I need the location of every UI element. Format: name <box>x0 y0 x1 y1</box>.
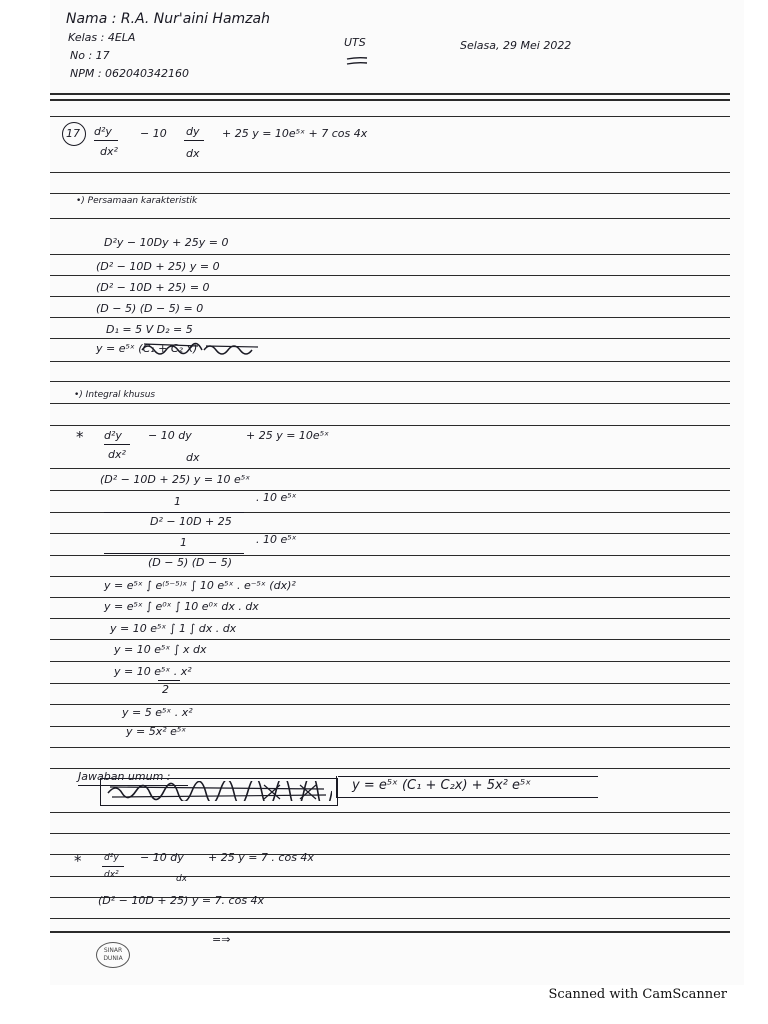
eq-dx2: dx² <box>108 448 126 461</box>
notebook-rule <box>50 218 730 219</box>
implies-arrow: =⇒ <box>212 933 231 946</box>
notebook-rule <box>50 254 730 255</box>
answer-box-top <box>338 776 598 777</box>
frac1-numerator: 1 <box>174 495 181 508</box>
notebook-rule <box>50 683 730 684</box>
eq-rhs: + 25 y = 7 . cos 4x <box>208 851 314 864</box>
equation-line: (D − 5) (D − 5) = 0 <box>96 302 204 315</box>
problem-dx2: dx² <box>100 145 118 158</box>
solution-step: y = 5x² e⁵ˣ <box>126 725 187 738</box>
notebook-rule <box>50 296 730 297</box>
general-answer-label: Jawaban umum : <box>78 770 171 783</box>
equation-line: D₁ = 5 V D₂ = 5 <box>106 323 193 336</box>
section-title: •) Integral khusus <box>74 390 156 400</box>
notebook-page <box>50 0 744 985</box>
problem-number: 17 <box>66 127 80 140</box>
notebook-rule <box>50 193 730 194</box>
notebook-rule <box>50 704 730 705</box>
student-name: Nama : R.A. Nur'aini Hamzah <box>66 11 270 27</box>
operator-equation: (D² − 10D + 25) y = 7. cos 4x <box>98 894 265 907</box>
eq-dx2: dx² <box>104 870 119 880</box>
step-denominator: 2 <box>162 683 169 696</box>
fraction-bar <box>158 680 180 681</box>
frac2-denominator: (D − 5) (D − 5) <box>148 556 233 569</box>
answer-box-bottom <box>338 797 598 798</box>
notebook-rule <box>50 317 730 318</box>
eq-d2y: d²y <box>104 853 119 863</box>
notebook-rule <box>50 99 730 101</box>
notebook-rule <box>50 172 730 173</box>
problem-d2y: d²y <box>94 125 112 138</box>
notebook-rule <box>50 93 730 95</box>
notebook-rule <box>50 361 730 362</box>
fraction-bar <box>102 866 124 867</box>
section-title: •) Persamaan karakteristik <box>76 196 198 206</box>
notebook-rule <box>50 490 730 491</box>
problem-minus10: − 10 <box>140 127 167 140</box>
eq-rhs: + 25 y = 10e⁵ˣ <box>246 429 329 442</box>
star-mark: * <box>74 852 82 870</box>
notebook-rule <box>50 597 730 598</box>
student-number: No : 17 <box>70 49 110 62</box>
crossed-out-scribble <box>104 781 332 801</box>
solution-step: y = 10 e⁵ˣ ∫ x dx <box>114 643 207 656</box>
problem-dx: dx <box>186 147 200 160</box>
notebook-rule <box>50 425 730 426</box>
solution-step: y = 10 e⁵ˣ . x² <box>114 665 192 678</box>
notebook-rule <box>50 768 730 769</box>
student-npm: NPM : 062040342160 <box>70 67 190 80</box>
notebook-rule <box>50 918 730 919</box>
notebook-rule <box>50 639 730 640</box>
notebook-rule <box>50 533 730 534</box>
equation-line: D²y − 10Dy + 25y = 0 <box>104 236 229 249</box>
eq-dx: dx <box>176 874 188 884</box>
notebook-rule <box>50 931 730 933</box>
equation-line: (D² − 10D + 25) = 0 <box>96 281 210 294</box>
star-mark: * <box>76 428 84 446</box>
equation-line: (D² − 10D + 25) y = 0 <box>96 260 220 273</box>
solution-step: y = e⁵ˣ ∫ e⁽⁵⁻⁵⁾ˣ ∫ 10 e⁵ˣ . e⁻⁵ˣ (dx)² <box>104 579 296 592</box>
problem-dy: dy <box>186 125 200 138</box>
notebook-rule <box>50 275 730 276</box>
notebook-brand-logo: SINAR DUNIA <box>96 942 130 968</box>
fraction-bar <box>104 553 244 554</box>
notebook-rule <box>50 833 730 834</box>
solution-step: y = 5 e⁵ˣ . x² <box>122 706 193 719</box>
student-class: Kelas : 4ELA <box>68 31 136 44</box>
fraction-bar <box>184 140 204 141</box>
eq-d2y: d²y <box>104 429 122 442</box>
fraction-bar <box>104 512 244 513</box>
fraction-bar <box>94 140 118 141</box>
problem-rhs: + 25 y = 10e⁵ˣ + 7 cos 4x <box>222 127 368 140</box>
exam-title: UTS <box>344 36 366 49</box>
notebook-rule <box>50 576 730 577</box>
exam-date: Selasa, 29 Mei 2022 <box>460 39 572 52</box>
notebook-rule <box>50 468 730 469</box>
eq-minus10dy: − 10 dy <box>148 429 192 442</box>
double-underline-mark <box>346 56 368 66</box>
equation-line: y = e⁵ˣ (C₁ + C₂ x) <box>96 342 198 355</box>
eq-minus10dy: − 10 dy <box>140 851 184 864</box>
notebook-rule <box>50 876 730 877</box>
notebook-rule <box>50 747 730 748</box>
eq-dx: dx <box>186 451 200 464</box>
operator-equation: (D² − 10D + 25) y = 10 e⁵ˣ <box>100 473 251 486</box>
notebook-rule <box>50 661 730 662</box>
notebook-rule <box>50 403 730 404</box>
solution-step: y = 10 e⁵ˣ ∫ 1 ∫ dx . dx <box>110 622 237 635</box>
fraction-bar <box>104 444 130 445</box>
notebook-rule <box>50 812 730 813</box>
scanner-watermark: Scanned with CamScanner <box>548 987 727 1002</box>
notebook-rule <box>50 381 730 382</box>
frac2-numerator: 1 <box>180 536 187 549</box>
frac1-rhs: . 10 e⁵ˣ <box>256 491 297 504</box>
notebook-rule <box>50 116 730 117</box>
solution-step: y = e⁵ˣ ∫ e⁰ˣ ∫ 10 e⁰ˣ dx . dx <box>104 600 259 613</box>
general-answer: y = e⁵ˣ (C₁ + C₂x) + 5x² e⁵ˣ <box>352 778 531 793</box>
answer-box-left <box>336 776 337 798</box>
crossed-out-scribble <box>140 338 264 358</box>
notebook-rule <box>50 618 730 619</box>
frac2-rhs: . 10 e⁵ˣ <box>256 533 297 546</box>
frac1-denominator: D² − 10D + 25 <box>150 515 232 528</box>
